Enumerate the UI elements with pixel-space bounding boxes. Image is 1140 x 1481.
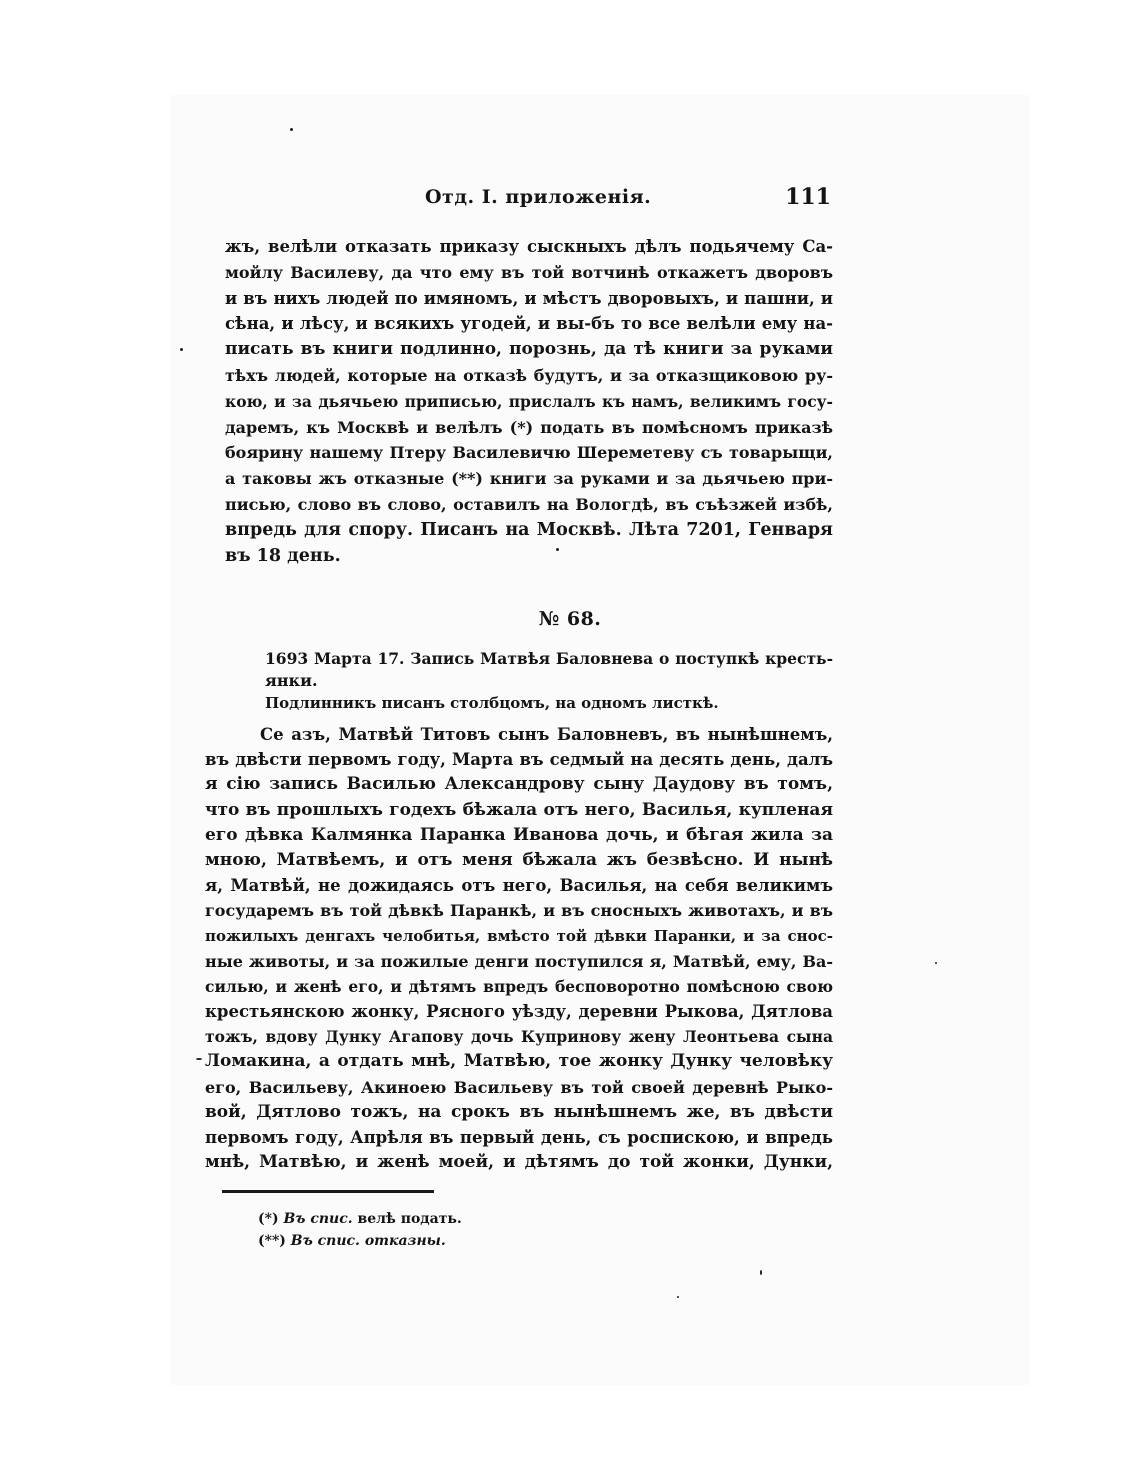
footnote-source: Въ спис. [283,1211,353,1227]
footnote [258,1230,462,1252]
section-title: Отд. I. приложенія. [425,186,652,208]
text-line: писать въ книги подлинно, порознь, да тѣ книги за руками [225,339,833,360]
text-line: въ 18 день. [225,545,341,566]
text-line: и въ нихъ людей по имяномъ, и мѣстъ дворовыхъ, и пашни, и [225,288,833,308]
text-line: мнѣ, Матвѣю, и женѣ моей, и дѣтямъ до той жонки, Дунки, [205,1152,833,1173]
text-line: я, Матвѣй, не дожидаясь отъ него, Василья, на себя великимъ [205,876,833,896]
footnote-source: Въ спис. [290,1233,360,1249]
text-line: тожъ, вдову Дунку Агапову дочь Купринову жену Леонтьева сына [205,1027,833,1047]
text-line: его, Васильеву, Акиноею Васильеву въ той своей деревнѣ Рыко- [205,1077,833,1097]
text-line: государемъ въ той дѣвкѣ Паранкѣ, и въ сносныхъ животахъ, и въ [205,901,833,921]
document-number-heading: № 68. [538,608,602,630]
text-line: тѣхъ людей, которые на отказѣ будутъ, и за отказщиковою ру- [225,365,833,385]
text-line: а таковы жъ отказные (**) книги за руками и за дьячьею при- [225,469,833,489]
footnote-text: отказны. [364,1233,446,1249]
text-line: крестьянскою жонку, Рясного уѣзду, деревни Рыкова, Дятлова [205,1002,833,1022]
scan-speck [677,1296,679,1298]
footnote-mark: (**) [258,1233,286,1249]
scan-speck [196,1058,202,1060]
footnote-mark: (*) [258,1211,279,1227]
scan-speck [760,1270,762,1275]
text-line: впредь для спору. Писанъ на Москвѣ. Лѣта 7201, Генваря [225,519,833,540]
summary-line: 1693 Марта 17. Запись Матвѣя Баловнева о поступкѣ кресть- [265,649,833,668]
footnote-text: велѣ подать. [357,1211,462,1227]
text-line: кою, и за дьячьею приписью, прислалъ къ намъ, великимъ госу- [225,391,833,411]
scan-speck [935,962,937,964]
continued-paragraph [225,234,833,569]
text-line: я сію запись Василью Александрову сыну Даудову въ томъ, [205,774,833,795]
footnote-divider [222,1190,434,1193]
scan-speck [180,348,183,351]
running-header [225,186,835,216]
text-line: жъ, велѣли отказать приказу сыскныхъ дѣлъ подьячему Са- [225,237,833,256]
text-line: боярину нашему Птеру Василевичю Шереметеву съ товарыщи, [225,443,833,463]
text-line: что въ прошлыхъ годехъ бѣжала отъ него, Василья, купленая [205,799,833,820]
text-line: сѣна, и лѣсу, и всякихъ угодей, и вы-бъ то все велѣли ему на- [225,314,833,334]
summary-line: янки. [265,671,318,690]
text-line: вой, Дятлово тожъ, на срокъ въ нынѣшнемъ же, въ двѣсти [205,1101,833,1122]
text-line: въ двѣсти первомъ году, Марта въ седмый на десять день, далъ [205,750,833,770]
source-note: Подлинникъ писанъ столбцомъ, на одномъ листкѣ. [265,694,719,712]
text-line: пожилыхъ денгахъ челобитья, вмѣсто той дѣвки Паранки, и за снос- [205,926,833,945]
document-body [205,722,833,1175]
text-line: силью, и женѣ его, и дѣтямъ впредъ бесповоротно помѣсною свою [205,976,833,996]
document-summary [265,648,833,692]
text-line: первомъ году, Апрѣля въ первый день, съ роспискою, и впредь [205,1128,833,1147]
page-number: 111 [785,184,831,210]
text-line: мною, Матвѣемъ, и отъ меня бѣжала жъ безвѣсно. И нынѣ [205,849,833,870]
text-line: его дѣвка Калмянка Паранка Иванова дочь, и бѣгая жила за [205,824,833,845]
text-line: Ломакина, а отдать мнѣ, Матвѣю, тое жонку Дунку человѣку [205,1051,833,1072]
text-line: ные животы, и за пожилые денги поступился я, Матвѣй, ему, Ва- [205,951,833,971]
footnotes [258,1208,462,1252]
text-line: Се азъ, Матвѣй Титовъ сынъ Баловневъ, въ нынѣшнемъ, [260,725,833,744]
footnote [258,1208,462,1230]
text-line: даремъ, къ Москвѣ и велѣлъ (*) подать въ помѣсномъ приказѣ [225,417,833,437]
text-line: писью, слово въ слово, оставилъ на Вологдѣ, въ съѣзжей избѣ, [225,494,833,514]
text-line: мойлу Василеву, да что ему въ той вотчинѣ откажетъ дворовъ [225,262,833,282]
scan-speck [290,128,293,131]
